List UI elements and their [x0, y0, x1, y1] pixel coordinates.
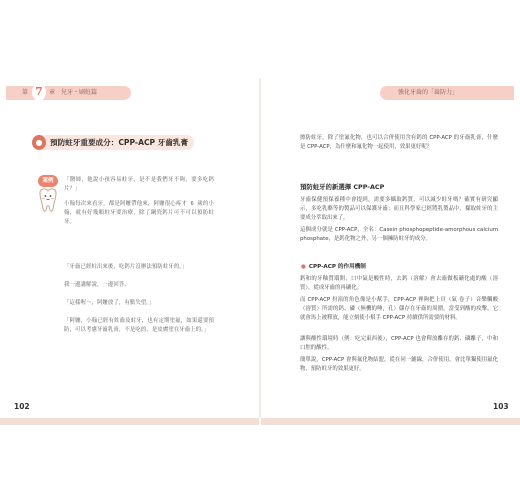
- left-footer-band: [0, 418, 259, 425]
- section-title-band: [34, 135, 194, 150]
- sub-heading: 預防蛀牙的新選擇 CPP-ACP: [300, 183, 385, 191]
- chapter-label-prefix: 第: [22, 89, 29, 96]
- running-head-title: 強化牙齒的「齒防力」: [398, 89, 459, 96]
- mechanism-heading-text: CPP-ACP 的作用機制: [308, 264, 366, 270]
- intro-paragraph: 擦防蛀牙，除了塗氟化物，也可以合併使用含有鈣的 CPP-ACP 的牙齒乳膏，什麼是 CPP-ACP，為什麼和氟化物一起使用，效果更好呢？: [300, 135, 498, 151]
- case-quote-1: 「醫師，他說小孩容易蛀牙，是不是我們牙不夠，要多吃鈣片？」: [64, 177, 214, 193]
- case-badge: 案例: [38, 175, 58, 187]
- left-page: [0, 78, 259, 418]
- case-story: 小翰每次來看牙，都是阿嬤帶他來，阿嬤很心疼才 6 歲的小翰，就有好幾顆蛀牙要治療，除了鋼瓷鈣片可不可以預防蛀牙。: [64, 201, 214, 226]
- case-quote-4: 「阿嬤，小翰已經有蛀齒及蛀牙，也有定期塗氟，如果還要預防，可以考慮牙齒乳膏，不是吃的，是皮膚塗在牙齒上的。」: [64, 318, 214, 334]
- right-page-number: 103: [493, 402, 509, 411]
- case-narration: 我一邊講解說，一邊回答。: [64, 282, 130, 288]
- chapter-label: 章 兒牙・刷蛀篇: [49, 89, 98, 96]
- mechanism-paragraph-4: 簡單說，CPP-ACP 會與氟化物結盟，從在同一鋪線，合併使用，會比單獨使用氟化物，預防蛀牙的效果更好。: [300, 357, 498, 373]
- case-quote-3: 「這樣喔～，阿嬤放了，有點失望。」: [64, 300, 155, 306]
- section-title: 預防蛀牙重要成分：CPP-ACP 牙齒乳膏: [50, 138, 189, 147]
- mechanism-paragraph-1: 鈣和的牙釉質環開，口中氣是酸性時，去鈣（溶解）會去齒做板礦化處的酸（溶質），從成牙齒的再礦化。: [300, 276, 498, 292]
- mechanism-paragraph-3: 讓與酸性環境時（例：吃完東西後），CPP-ACP 也會釋放離存的鈣、磷離子，中和口腔的酸性。: [300, 336, 498, 352]
- tooth-dot-icon: ●: [32, 135, 46, 150]
- case-quote-2: 「牙齒已經蛀出來後，吃鈣片沒辦法預防蛀牙的。」: [64, 264, 188, 270]
- mechanism-heading: [301, 262, 366, 270]
- bullet-dot-icon: ●: [301, 264, 306, 270]
- right-footer-band: [261, 418, 520, 425]
- left-page-number: 102: [14, 402, 30, 411]
- chapter-number: 7: [32, 83, 46, 101]
- body-paragraph-1: 牙齒保健預保養種中會提到，需要多攝取鈣質，可以減少蛀牙嗎？確實有研究顯示，多吃乳酪等的製品可以保護牙齒；而且科學家已經將乳製品中，擷取蛀牙的主要成分萃取出來了。: [300, 197, 498, 222]
- body-paragraph-2: 這個成分就是 CPP-ACP，全名：Casein phosphopeptide-amorphous calcium phosphate，是鈣化物之外，另一個擁防蛀牙的成分。: [300, 227, 498, 243]
- mechanism-paragraph-2: 而 CPP-ACP 扮演的角色像是小幫手，CPP-ACP 裡夠把上頁（氣 卷子）音樂觸酸（溶質）所需的鈣、磷（無機的唾，孔）儲存在牙齒的周圍，當受到酸的攻擊，它就會馬上被釋放，能立刻使小幫手 CPP-ACP 持續供所需要的材料。: [300, 297, 498, 322]
- tooth-icon: [36, 187, 60, 213]
